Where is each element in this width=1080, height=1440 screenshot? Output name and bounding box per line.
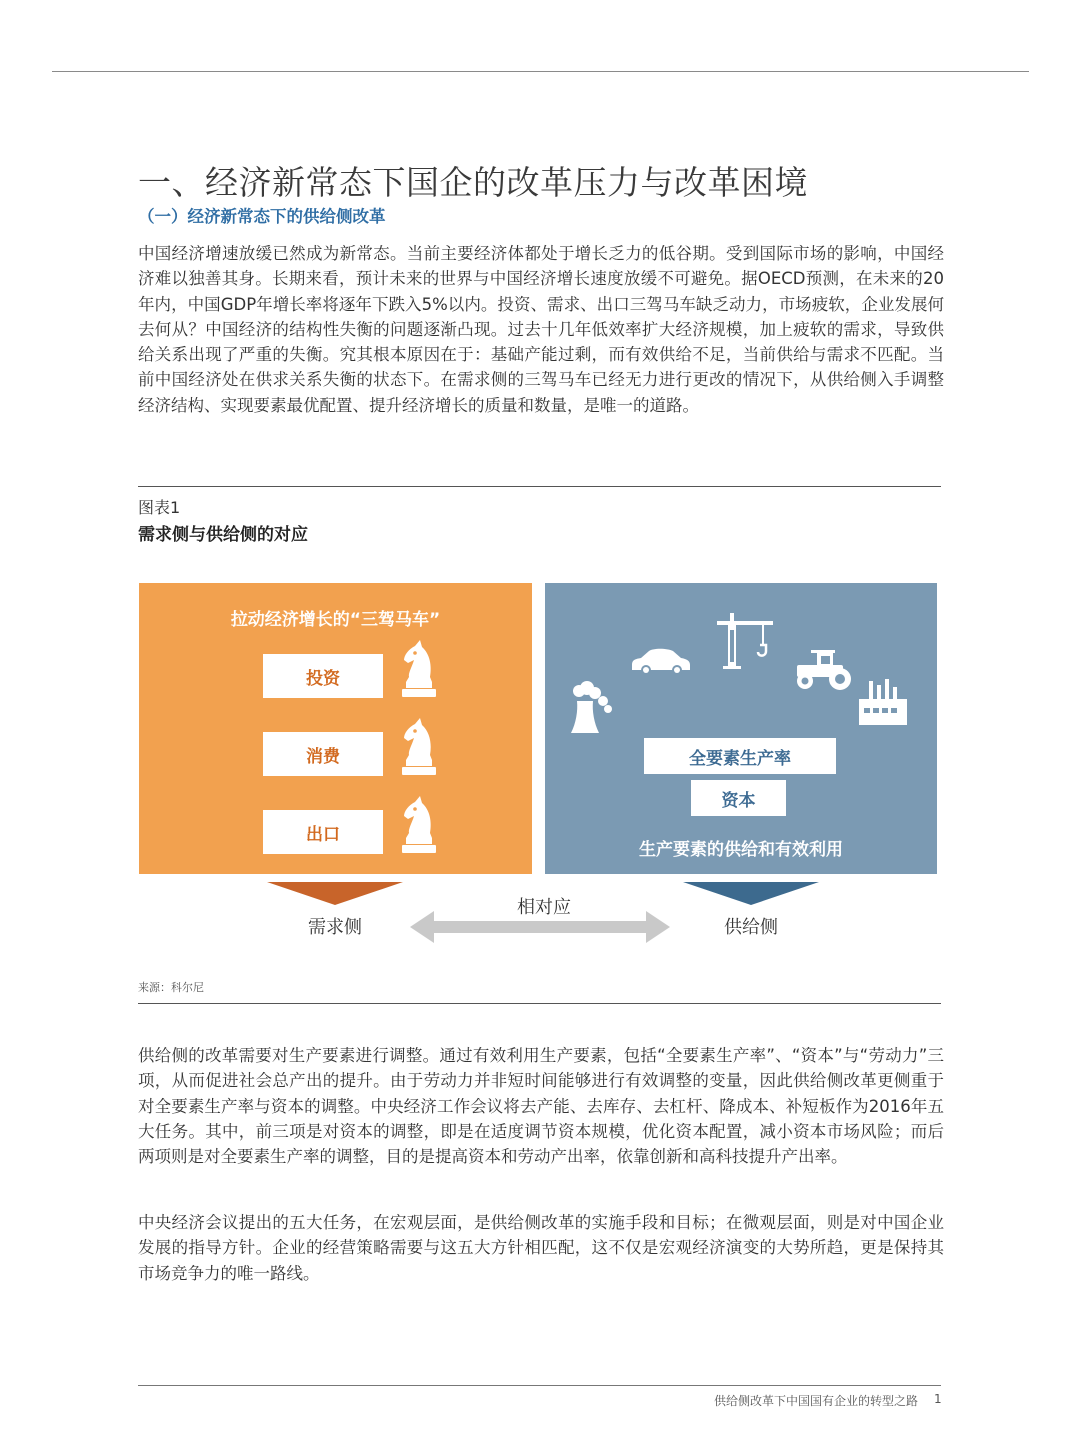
figure-top-rule xyxy=(138,486,941,487)
supply-box-capital: 资本 xyxy=(691,780,786,816)
power-plant-icon xyxy=(567,679,623,735)
tractor-icon xyxy=(793,647,857,693)
crane-icon xyxy=(715,612,775,670)
page-title: 一、经济新常态下国企的改革压力与改革困境 xyxy=(138,163,808,203)
top-rule xyxy=(52,71,1029,72)
supply-box-tfp: 全要素生产率 xyxy=(644,738,836,774)
demand-panel-heading: 拉动经济增长的“三驾马车” xyxy=(230,610,441,630)
footer-rule xyxy=(138,1385,941,1386)
demand-side-label: 需求侧 xyxy=(308,917,362,938)
paragraph-2: 供给侧的改革需要对生产要素进行调整。通过有效利用生产要素，包括“全要素生产率”、“资本”与“劳动力”三项，从而促进社会总产出的提升。由于劳动力并非短时间能够进行有效调整的变量，因此供给侧改革更侧重于对全要素生产率与资本的调整。中央经济工作会议将去产能、去库存、去杠杆、降成本、补短板作为2016年五大任务。其中，前三项是对资本的调整，即是在适度调节资本规模，优化资本配置，减小资本市场风险；而后两项则是对全要素生产率的调整，目的是提高资本和劳动产出率，依靠创新和高科技提升产出率。 xyxy=(138,1046,944,1167)
car-icon xyxy=(629,645,693,677)
knight-icon xyxy=(397,792,441,856)
factory-icon xyxy=(855,677,911,727)
supply-pointer xyxy=(683,882,819,905)
demand-item-investment: 投资 xyxy=(263,654,383,698)
knight-icon xyxy=(397,636,441,700)
demand-panel xyxy=(139,583,532,874)
figure-bottom-rule xyxy=(138,1003,941,1004)
figure-label: 图表1 xyxy=(138,498,181,517)
footer-title: 供给侧改革下中国国有企业的转型之路 xyxy=(713,1394,918,1408)
figure-title: 需求侧与供给侧的对应 xyxy=(138,525,308,545)
figure-source: 来源：科尔尼 xyxy=(138,981,204,994)
knight-icon xyxy=(397,714,441,778)
page-number: 1 xyxy=(934,1392,942,1406)
demand-item-consumption: 消费 xyxy=(263,732,383,776)
supply-panel xyxy=(545,583,937,874)
paragraph-1: 中国经济增速放缓已然成为新常态。当前主要经济体都处于增长乏力的低谷期。受到国际市场的影响，中国经济难以独善其身。长期来看，预计未来的世界与中国经济增长速度放缓不可避免。据OECD预测，在未来的20年内，中国GDP年增长率将逐年下跌入5%以内。投资、需求、出口三驾马车缺乏动力，市场疲软，企业发展何去何从？中国经济的结构性失衡的问题逐渐凸现。过去十几年低效率扩大经济规模，加上疲软的需求，导致供给关系出现了严重的失衡。究其根本原因在于：基础产能过剩，而有效供给不足，当前供给与需求不匹配。当前中国经济处在供求关系失衡的状态下。在需求侧的三驾马车已经无力进行更改的情况下，从供给侧入手调整经济结构、实现要素最优配置、提升经济增长的质量和数量，是唯一的道路。 xyxy=(138,244,944,415)
section-subtitle: （一）经济新常态下的供给侧改革 xyxy=(138,207,386,226)
paragraph-3: 中央经济会议提出的五大任务，在宏观层面，是供给侧改革的实施手段和目标；在微观层面，则是对中国企业发展的指导方针。企业的经营策略需要与这五大方针相匹配，这不仅是宏观经济演变的大势所趋，更是保持其市场竞争力的唯一路线。 xyxy=(138,1213,944,1283)
demand-pointer xyxy=(267,882,403,905)
supply-panel-caption: 生产要素的供给和有效利用 xyxy=(639,840,843,860)
demand-item-export: 出口 xyxy=(263,810,383,854)
correspondence-label: 相对应 xyxy=(517,897,571,918)
supply-side-label: 供给侧 xyxy=(724,917,778,938)
